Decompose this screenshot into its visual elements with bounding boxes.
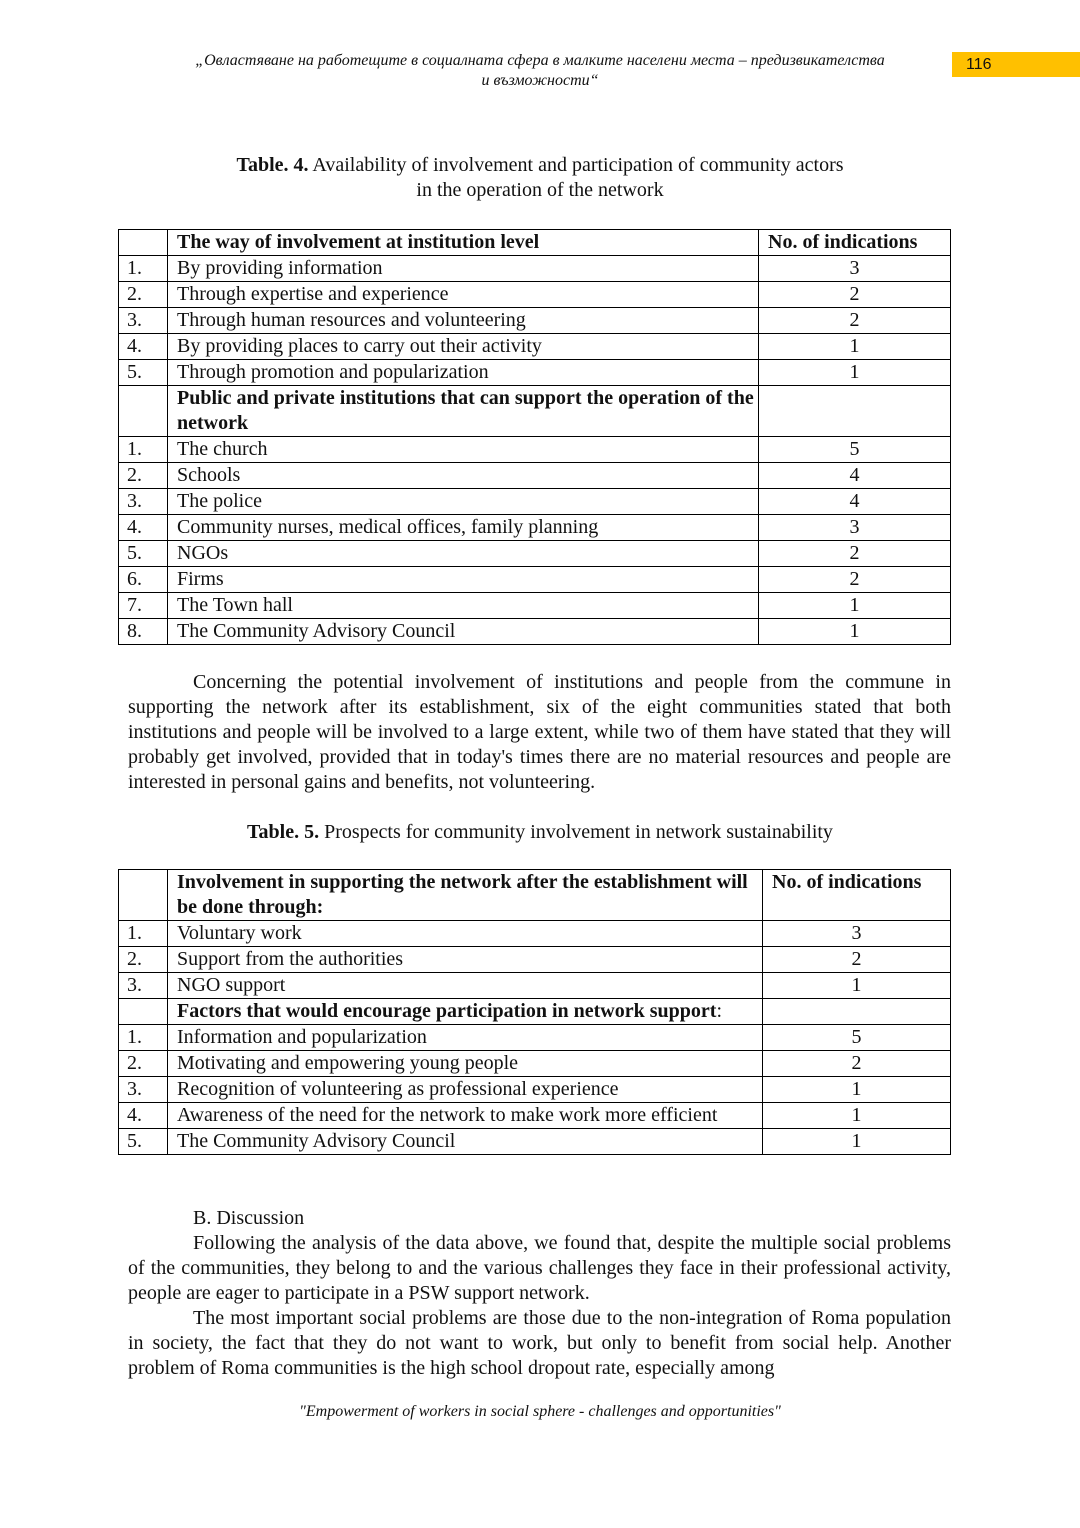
row-label: Community nurses, medical offices, family planning [168, 515, 759, 541]
table4-caption-line1: Availability of involvement and participation of community actors [308, 154, 844, 176]
row-label: Motivating and empowering young people [168, 1051, 763, 1077]
table5-subheader-row [119, 999, 951, 1025]
table5-header-row [119, 870, 951, 921]
row-number: 3. [119, 308, 168, 334]
table-row [119, 1025, 951, 1051]
row-number: 1. [119, 256, 168, 282]
row-number: 5. [119, 1129, 168, 1155]
table4-subheader: Public and private institutions that can support the operation of the network [168, 386, 759, 437]
row-number: 1. [119, 921, 168, 947]
row-number: 5. [119, 360, 168, 386]
table4-caption-line2: in the operation of the network [416, 179, 664, 201]
table5-subheader-tail: : [716, 1000, 723, 1022]
table-row [119, 1077, 951, 1103]
row-number: 1. [119, 1025, 168, 1051]
table5-caption [120, 820, 960, 845]
table4-header-value: No. of indications [759, 230, 951, 256]
row-value: 2 [759, 282, 951, 308]
row-label: The church [168, 437, 759, 463]
paragraph-involvement [128, 670, 951, 795]
row-label: The Community Advisory Council [168, 1129, 763, 1155]
row-label: Schools [168, 463, 759, 489]
table4-header-row [119, 230, 951, 256]
table4-caption-label: Table. 4. [236, 154, 309, 176]
table-row [119, 921, 951, 947]
table-row [119, 947, 951, 973]
row-number: 8. [119, 619, 168, 645]
row-number: 4. [119, 1103, 168, 1129]
row-value: 4 [759, 489, 951, 515]
row-value: 2 [759, 308, 951, 334]
row-value: 2 [763, 947, 951, 973]
discussion-heading: B. Discussion [193, 1207, 305, 1229]
table5-caption-text: Prospects for community involvement in network sustainability [319, 821, 833, 843]
row-value: 1 [763, 973, 951, 999]
table4-header-label: The way of involvement at institution level [168, 230, 759, 256]
row-number: 3. [119, 1077, 168, 1103]
table-row [119, 489, 951, 515]
row-label: Through expertise and experience [168, 282, 759, 308]
row-number: 4. [119, 334, 168, 360]
row-value: 4 [759, 463, 951, 489]
row-value: 3 [759, 256, 951, 282]
table-row [119, 334, 951, 360]
row-label: NGOs [168, 541, 759, 567]
row-number: 2. [119, 282, 168, 308]
table4-caption [120, 153, 960, 203]
header-title-line2: и възможности“ [481, 72, 599, 89]
row-label: Firms [168, 567, 759, 593]
row-label: The police [168, 489, 759, 515]
row-number: 4. [119, 515, 168, 541]
row-number: 6. [119, 567, 168, 593]
discussion-section [128, 1206, 951, 1381]
row-number: 1. [119, 437, 168, 463]
row-label: Recognition of volunteering as professional experience [168, 1077, 763, 1103]
row-value: 3 [759, 515, 951, 541]
table5-subheader-bold: Factors that would encourage participation in network support [177, 1000, 717, 1022]
table5-caption-label: Table. 5. [247, 821, 320, 843]
table-row [119, 308, 951, 334]
row-number: 2. [119, 463, 168, 489]
table4-subheader-row [119, 386, 951, 437]
running-header [120, 51, 960, 91]
table4 [118, 229, 951, 645]
table-row [119, 463, 951, 489]
row-value: 2 [759, 567, 951, 593]
table-row [119, 256, 951, 282]
row-number: 7. [119, 593, 168, 619]
row-label: The Community Advisory Council [168, 619, 759, 645]
row-number: 3. [119, 489, 168, 515]
row-value: 1 [759, 593, 951, 619]
table5-header-value: No. of indications [763, 870, 951, 921]
page-number: 116 [952, 52, 1080, 77]
table-row [119, 282, 951, 308]
row-number: 3. [119, 973, 168, 999]
header-title-line1: „Овластяване на работещите в социалната сфера в малките населени места – предизвикателства [195, 52, 885, 69]
row-label: Support from the authorities [168, 947, 763, 973]
row-number: 2. [119, 947, 168, 973]
row-value: 2 [763, 1051, 951, 1077]
table-row [119, 360, 951, 386]
table-row [119, 593, 951, 619]
row-label: Voluntary work [168, 921, 763, 947]
row-value: 5 [763, 1025, 951, 1051]
row-value: 1 [763, 1129, 951, 1155]
row-number: 2. [119, 1051, 168, 1077]
row-value: 1 [759, 619, 951, 645]
paragraph-involvement-text: Concerning the potential involvement of institutions and people from the commune in supporting the network after its establishment, six of the eight communities stated that both institutions and people will be involved to a large extent, while two of them have stated that they will probably get involved, provided that in today's times there are no material resources and people are interested in personal gains and benefits, not volunteering. [128, 671, 951, 793]
table-row [119, 1129, 951, 1155]
row-value: 2 [759, 541, 951, 567]
row-value: 3 [763, 921, 951, 947]
row-number: 5. [119, 541, 168, 567]
discussion-para2: The most important social problems are those due to the non-integration of Roma population in society, the fact that they do not want to work, but only to benefit from social help. Another problem of Roma communities is the high school dropout rate, especially among [128, 1307, 951, 1379]
running-footer: "Empowerment of workers in social sphere - challenges and opportunities" [299, 1403, 781, 1420]
table-row [119, 1103, 951, 1129]
row-value: 5 [759, 437, 951, 463]
row-label: The Town hall [168, 593, 759, 619]
row-value: 1 [763, 1103, 951, 1129]
row-label: Through human resources and volunteering [168, 308, 759, 334]
table-row [119, 973, 951, 999]
row-value: 1 [763, 1077, 951, 1103]
row-value: 1 [759, 334, 951, 360]
discussion-para1: Following the analysis of the data above, we found that, despite the multiple social problems of the communities, they belong to and the various challenges they face in their professional activity, people are eager to participate in a PSW support network. [128, 1232, 951, 1304]
row-label: Awareness of the need for the network to make work more efficient [168, 1103, 763, 1129]
table5-header-label: Involvement in supporting the network after the establishment will be done through: [168, 870, 763, 921]
row-label: By providing places to carry out their activity [168, 334, 759, 360]
table-row [119, 1051, 951, 1077]
table5 [118, 869, 951, 1155]
row-label: By providing information [168, 256, 759, 282]
table5-subheader [168, 999, 763, 1025]
table-row [119, 619, 951, 645]
table-row [119, 437, 951, 463]
row-value: 1 [759, 360, 951, 386]
table-row [119, 541, 951, 567]
row-label: NGO support [168, 973, 763, 999]
table-row [119, 515, 951, 541]
row-label: Information and popularization [168, 1025, 763, 1051]
table-row [119, 567, 951, 593]
row-label: Through promotion and popularization [168, 360, 759, 386]
